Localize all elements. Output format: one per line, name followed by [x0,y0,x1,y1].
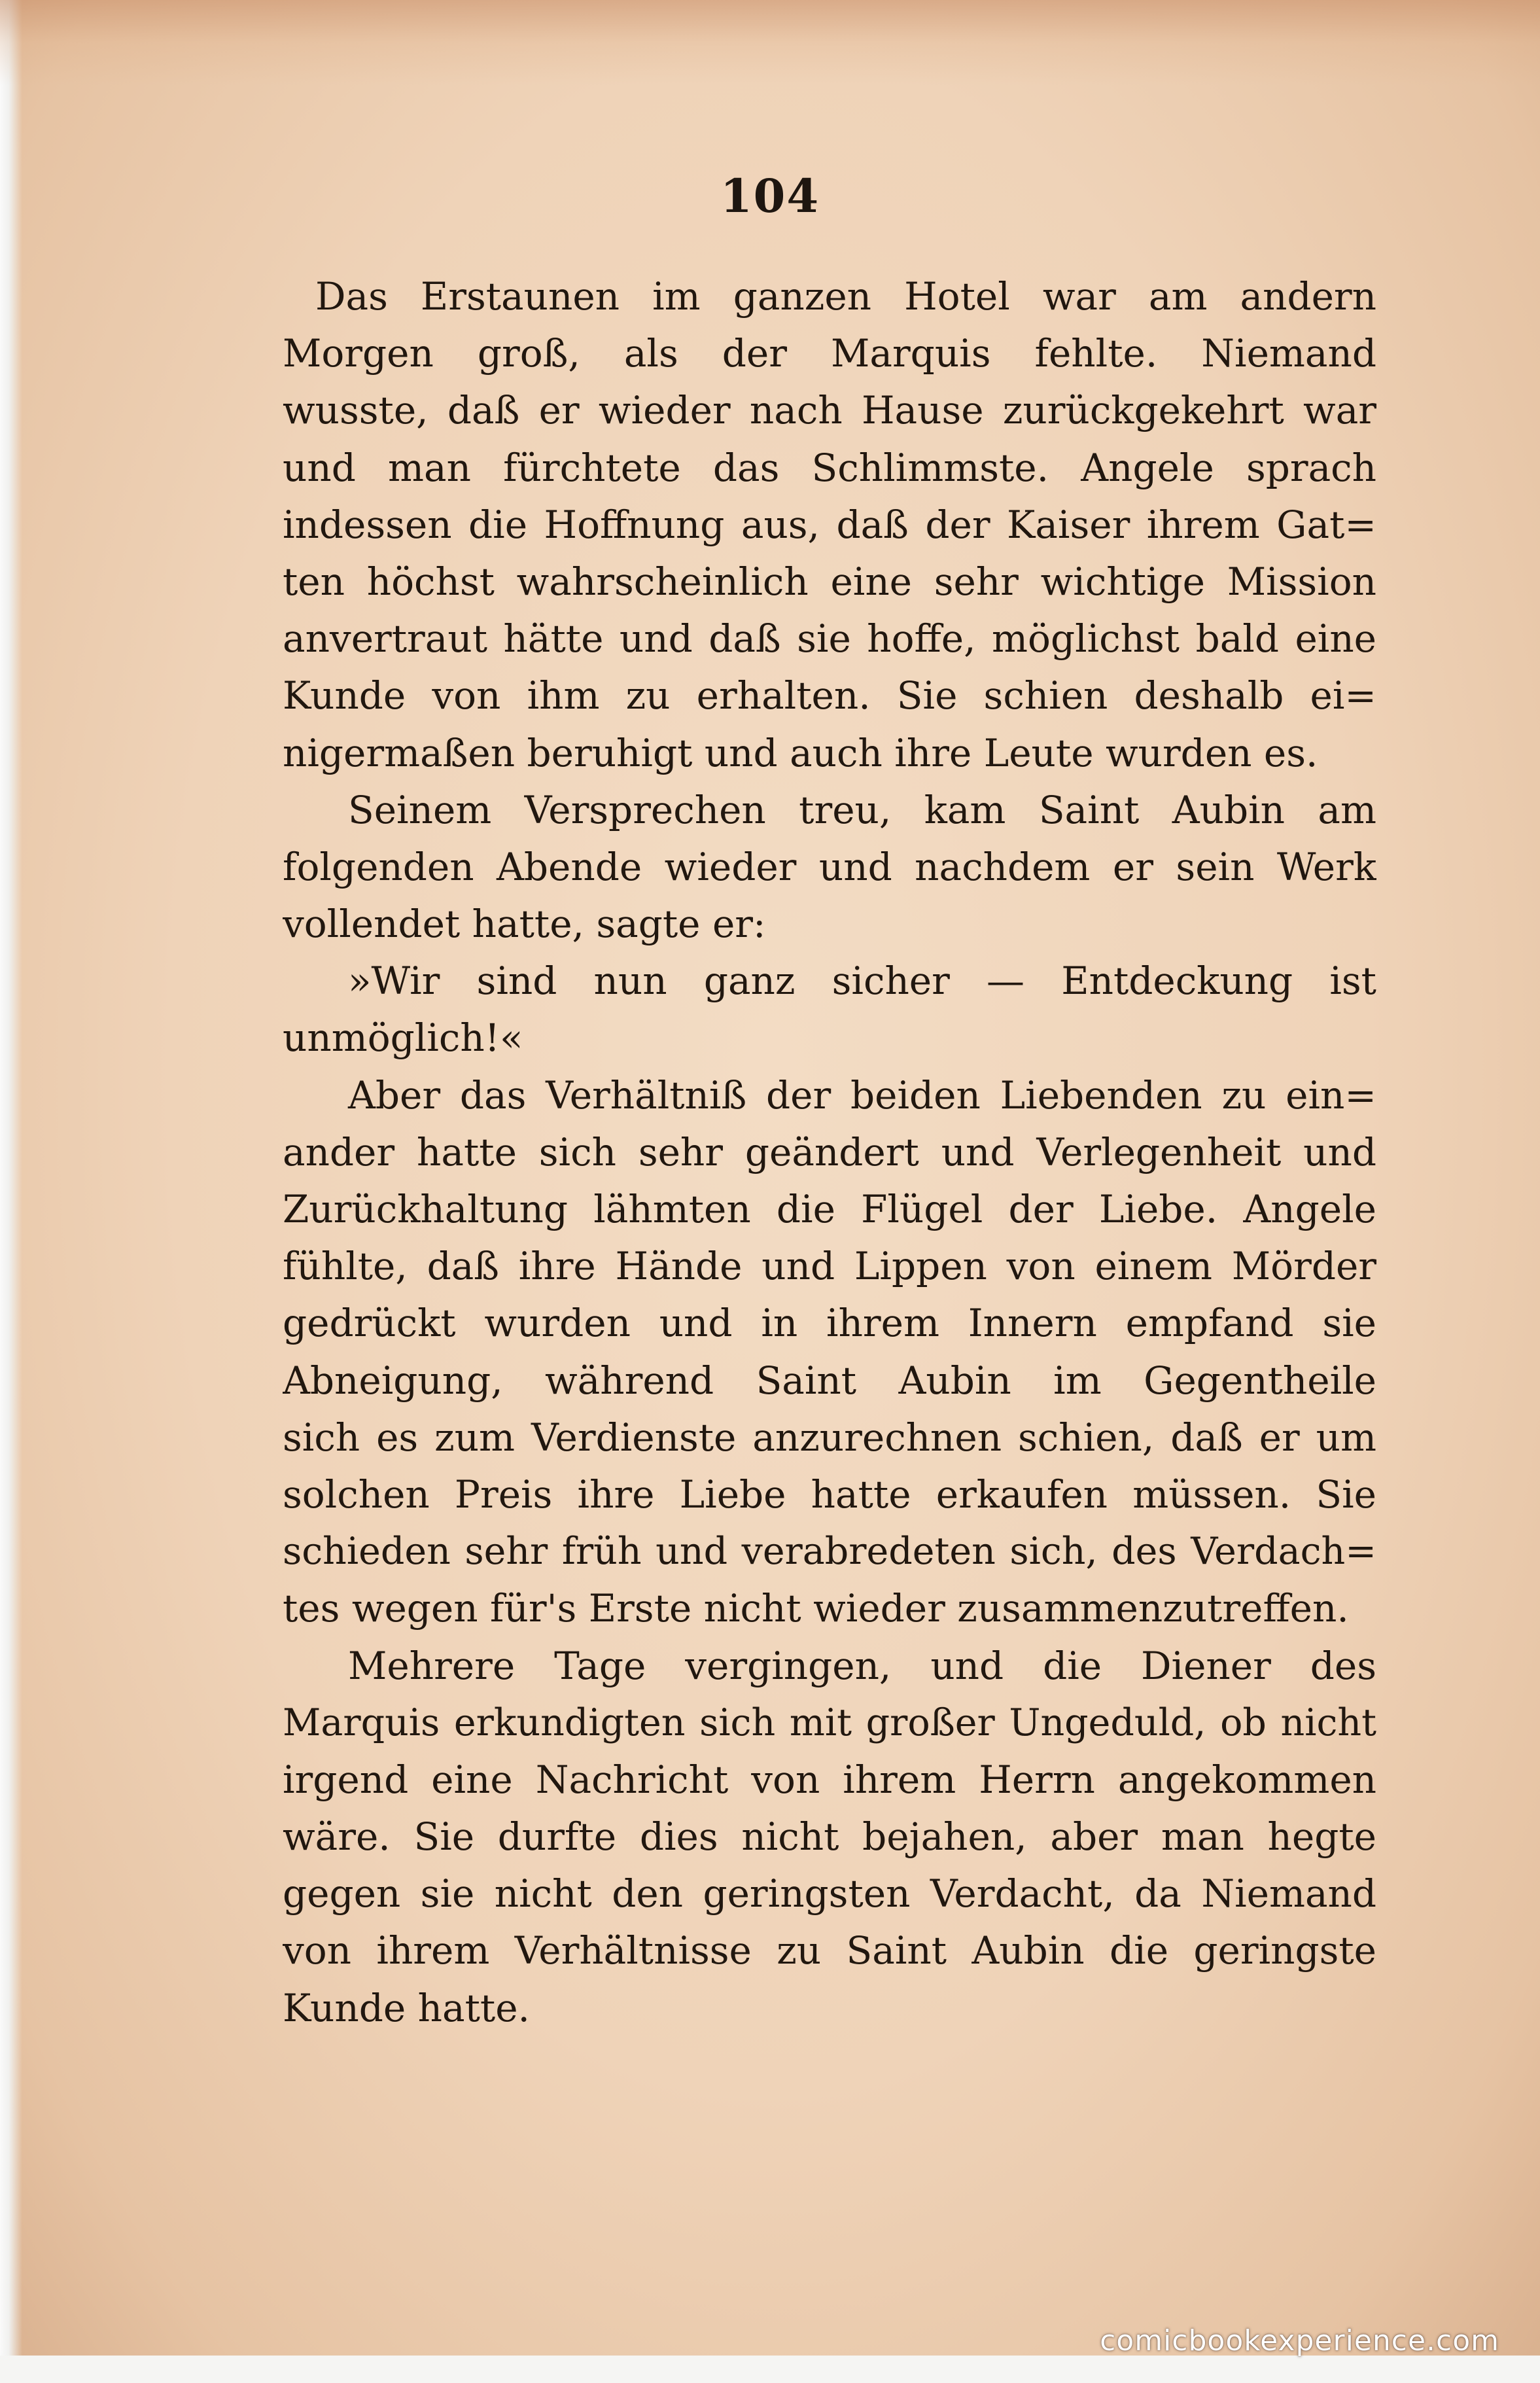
text-line: vollendet hatte, sagte er: [283,902,766,947]
page-left-margin [0,0,22,2383]
watermark: comicbookexperience.com [1100,2324,1499,2357]
text-line: sich es zum Verdienste anzurechnen schien, daß er um [283,1415,1376,1460]
text-line: ander hatte sich sehr geändert und Verlegenheit und [283,1129,1376,1174]
text-line: Zurückhaltung lähmten die Flügel der Liebe. Angele [283,1187,1376,1231]
text-line: Aber das Verhältniß der beiden Liebenden zu ein= [348,1072,1376,1118]
text-line: fühlte, daß ihre Hände und Lippen von einem Mörder [283,1244,1376,1289]
page-top-stain [0,0,1540,85]
text-line: »Wir sind nun ganz sicher — Entdeckung ist [348,959,1376,1004]
text-line: tes wegen für's Erste nicht wieder zusammenzutreffen. [283,1586,1349,1631]
text-line: Seinem Versprechen treu, kam Saint Aubin am [348,787,1376,832]
text-line: Abneigung, während Saint Aubin im Gegentheile [283,1358,1376,1403]
text-line: Kunde hatte. [283,1985,530,2030]
text-line: irgend eine Nachricht von ihrem Herrn angekommen [283,1757,1376,1802]
text-line: Kunde von ihm zu erhalten. Sie schien deshalb ei= [283,673,1376,718]
text-line: indessen die Hoffnung aus, daß der Kaiser ihrem Gat= [283,502,1376,547]
text-line: wäre. Sie durfte dies nicht bejahen, aber man hegte [283,1814,1376,1860]
text-line: Morgen groß, als der Marquis fehlte. Niemand [283,331,1376,376]
text-line: Das Erstaunen im ganzen Hotel war am andern [315,274,1376,319]
page-bottom-margin [0,2356,1540,2383]
text-line: gegen sie nicht den geringsten Verdacht, da Niemand [283,1871,1376,1916]
text-line: nigermaßen beruhigt und auch ihre Leute wurden es. [283,730,1318,775]
text-line: folgenden Abende wieder und nachdem er sein Werk [283,844,1376,889]
text-line: schieden sehr früh und verabredeten sich, des Verdach= [283,1530,1376,1574]
body-text [283,268,1376,2037]
text-line: gedrückt wurden und in ihrem Innern empfand sie [283,1301,1376,1346]
text-line: unmöglich!« [283,1015,523,1061]
text-line: Mehrere Tage vergingen, und die Diener des [348,1643,1376,1688]
text-line: anvertraut hätte und daß sie hoffe, möglichst bald eine [283,616,1376,662]
text-line: und man fürchtete das Schlimmste. Angele sprach [283,445,1376,490]
text-line: Marquis erkundigten sich mit großer Ungeduld, ob nicht [283,1701,1376,1744]
text-line: wusste, daß er wieder nach Hause zurückgekehrt war [283,388,1376,433]
page-number: 104 [720,169,820,223]
text-line: von ihrem Verhältnisse zu Saint Aubin die geringste [283,1928,1376,1973]
text-line: solchen Preis ihre Liebe hatte erkaufen müssen. Sie [283,1472,1376,1517]
text-line: ten höchst wahrscheinlich eine sehr wichtige Mission [283,559,1376,604]
